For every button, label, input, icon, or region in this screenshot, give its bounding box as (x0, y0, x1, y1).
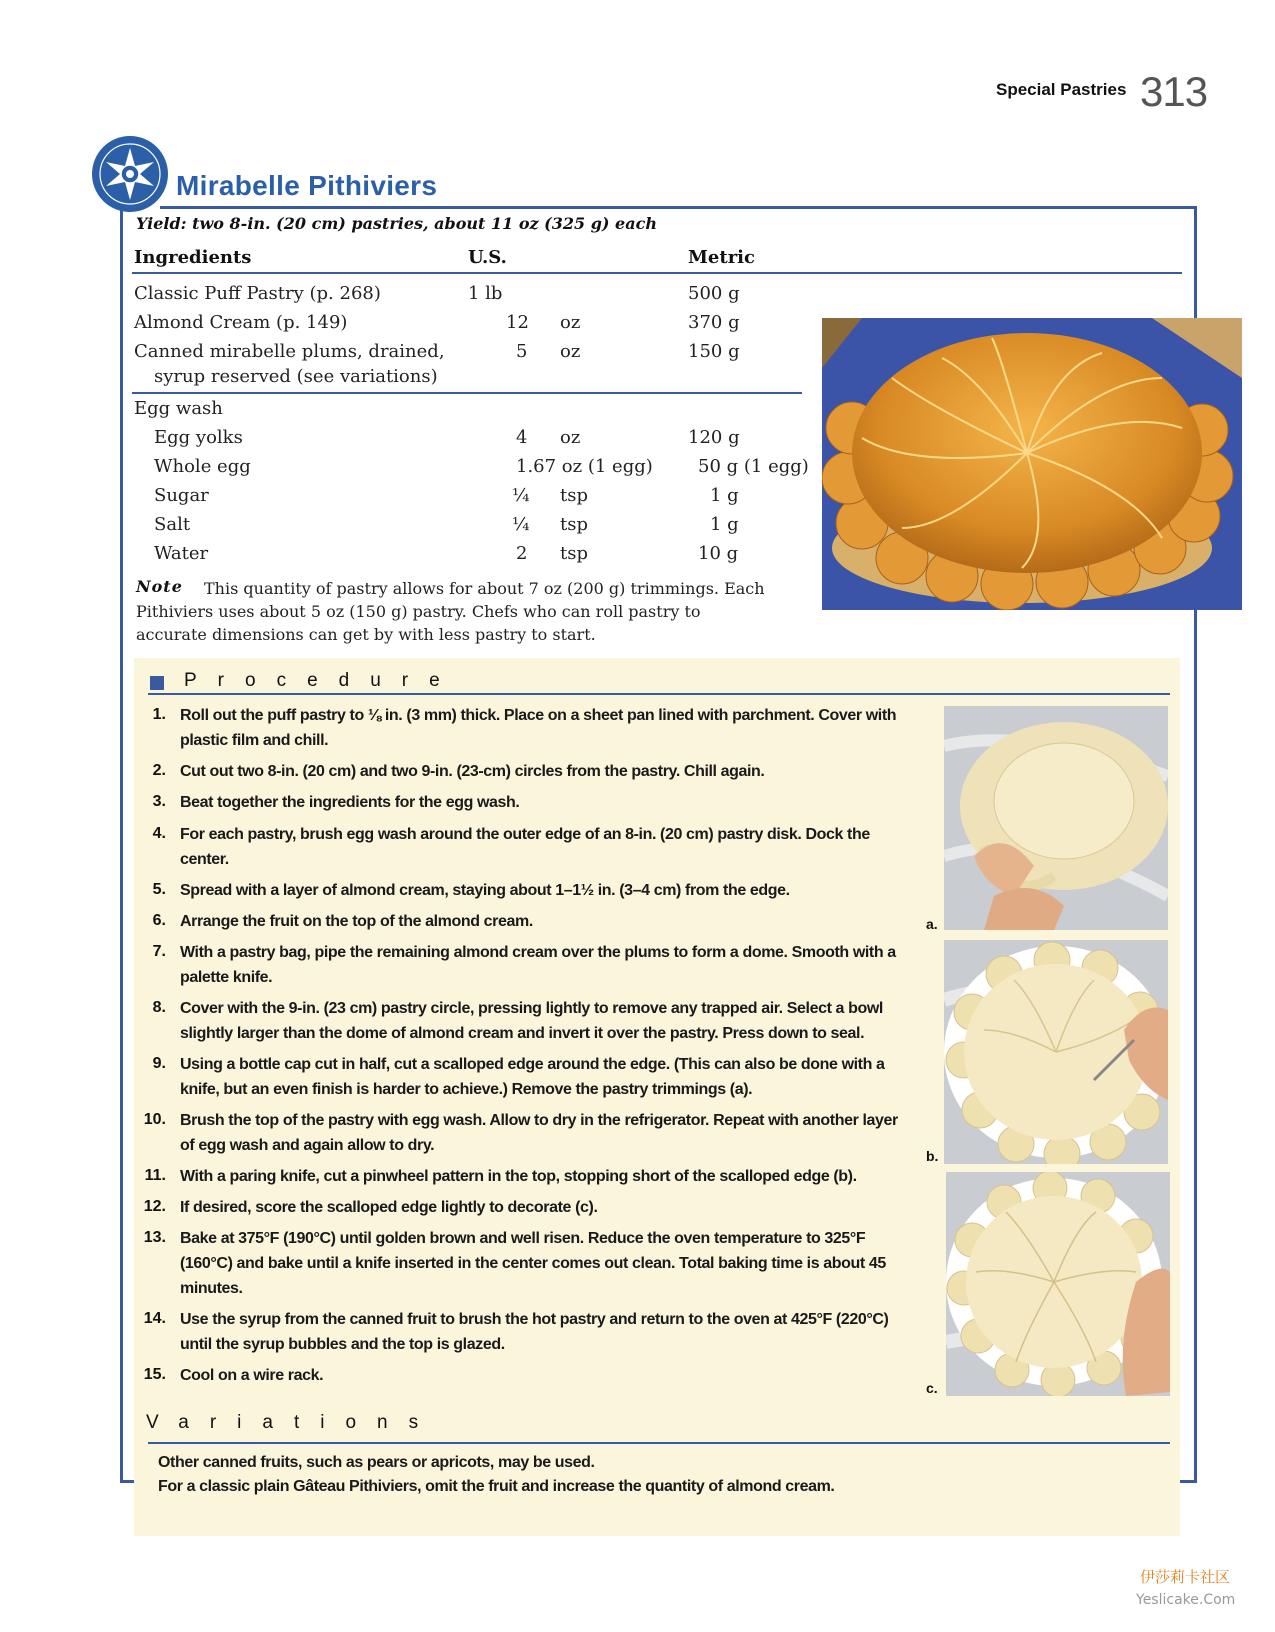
step-number: 5. (152, 881, 166, 898)
step-number: 14. (143, 1310, 166, 1327)
step-text: Use the syrup from the canned fruit to brush the hot pastry and return to the oven at 425°F (220°C) until the syrup bubbles and the top is glazed. (180, 1311, 889, 1353)
ingredient-name-continued: syrup reserved (see variations) (154, 366, 438, 387)
photo-label-b: b. (926, 1148, 939, 1164)
step-number: 10. (143, 1111, 166, 1128)
step-text: Bake at 375°F (190°C) until golden brown and well risen. Reduce the oven temperature to 325°F (160°C) and bake until a knife inserted in the center comes out clean. Total baking time is about 45 minutes. (180, 1230, 886, 1297)
ingredient-name: Classic Puff Pastry (p. 268) (134, 283, 381, 304)
variations-rule (148, 1442, 1170, 1444)
ingredient-metric: 120 g (688, 427, 740, 448)
page-number: 313 (1140, 68, 1208, 115)
photo-label-c: c. (926, 1380, 938, 1396)
ingredient-us-qty: 1.67 oz (1 egg) (516, 456, 653, 477)
step-number: 15. (143, 1366, 166, 1383)
step-number: 4. (152, 825, 166, 842)
ingredient-us-unit: tsp (560, 514, 588, 535)
variations-title: Variations (146, 1412, 440, 1433)
step-text: If desired, score the scalloped edge lightly to decorate (c). (180, 1199, 598, 1216)
ingredient-us-qty: 2 (516, 543, 528, 564)
step-photo-b (944, 940, 1168, 1164)
ingredient-us-qty: ¼ (512, 514, 530, 535)
step-text: With a pastry bag, pipe the remaining almond cream over the plums to form a dome. Smooth with a palette knife. (180, 944, 896, 986)
ingredient-us-qty: 1 lb (468, 283, 503, 304)
ingredient-metric: 150 g (688, 341, 740, 362)
step-number: 9. (152, 1055, 166, 1072)
step-text: For each pastry, brush egg wash around the outer edge of an 8-in. (20 cm) pastry disk. Dock the center. (180, 826, 870, 868)
step-text: Arrange the fruit on the top of the almond cream. (180, 913, 533, 930)
ingredient-metric: 1 g (710, 485, 739, 506)
photo-label-a: a. (926, 916, 938, 932)
step-text: Brush the top of the pastry with egg wash. Allow to dry in the refrigerator. Repeat with another layer of egg wash and again allow to dry. (180, 1112, 898, 1154)
step-number: 3. (152, 793, 166, 810)
ingredient-name: Sugar (154, 485, 209, 506)
egg-wash-label: Egg wash (134, 398, 223, 419)
recipe-title: Mirabelle Pithiviers (176, 170, 438, 201)
metric-header: Metric (688, 247, 755, 268)
step-number: 8. (152, 999, 166, 1016)
ingredient-name: Salt (154, 514, 191, 535)
step-number: 6. (152, 912, 166, 929)
ingredient-metric: 500 g (688, 283, 740, 304)
step-text: Cut out two 8-in. (20 cm) and two 9-in. (23-cm) circles from the pastry. Chill again. (180, 763, 765, 780)
frame-left-rule (120, 210, 123, 1483)
watermark-text: 伊莎莉卡社区 (1140, 1568, 1231, 1586)
us-header: U.S. (468, 247, 507, 268)
variation-item: Other canned fruits, such as pears or apricots, may be used. (158, 1454, 595, 1471)
ingredient-us-unit: oz (560, 427, 581, 448)
ingredients-header-rule (132, 272, 1182, 274)
ingredient-name: Almond Cream (p. 149) (134, 312, 348, 333)
ingredient-metric: 370 g (688, 312, 740, 333)
step-text: With a paring knife, cut a pinwheel pattern in the top, stopping short of the scalloped edge (b). (180, 1168, 857, 1185)
step-text: Cover with the 9-in. (23 cm) pastry circle, pressing lightly to remove any trapped air. Select a bowl slightly larger than the dome of almond cream and invert it over the pastry. Press down to seal. (180, 1000, 883, 1042)
ingredient-name: Canned mirabelle plums, drained, (134, 341, 445, 362)
step-text: Using a bottle cap cut in half, cut a scalloped edge around the edge. (This can also be done with a knife, but an even finish is harder to achieve.) Remove the pastry trimmings (a). (180, 1056, 885, 1098)
step-number: 1. (152, 706, 166, 723)
egg-wash-divider (132, 392, 802, 394)
ingredient-us-unit: oz (560, 341, 581, 362)
ingredient-name: Water (154, 543, 209, 564)
school-logo-icon (92, 136, 168, 212)
ingredient-us-qty: 12 (506, 312, 529, 333)
step-photo-c (946, 1172, 1170, 1396)
step-text: Beat together the ingredients for the egg wash. (180, 794, 520, 811)
ingredient-name: Whole egg (154, 456, 251, 477)
ingredient-us-qty: ¼ (512, 485, 530, 506)
ingredient-name: Egg yolks (154, 427, 243, 448)
step-number: 2. (152, 762, 166, 779)
finished-pithiviers-photo (822, 318, 1242, 610)
step-number: 11. (144, 1167, 166, 1184)
section-name: Special Pastries (996, 80, 1127, 99)
procedure-title: Procedure (184, 670, 461, 691)
watermark-url: Yeslicake.Com (1136, 1592, 1236, 1608)
step-number: 13. (143, 1229, 166, 1246)
note-label: Note (136, 577, 183, 596)
ingredient-metric: 50 g (1 egg) (698, 456, 809, 477)
step-photo-a (944, 706, 1168, 930)
step-text: Cool on a wire rack. (180, 1367, 324, 1384)
variation-item: For a classic plain Gâteau Pithiviers, omit the fruit and increase the quantity of almond cream. (158, 1478, 835, 1495)
ingredient-us-qty: 5 (516, 341, 528, 362)
procedure-rule (148, 693, 1170, 695)
frame-top-rule (160, 206, 1197, 209)
ingredient-us-qty: 4 (516, 427, 528, 448)
step-number: 12. (143, 1198, 166, 1215)
ingredient-us-unit: oz (560, 312, 581, 333)
step-text: Roll out the puff pastry to ⅛ in. (3 mm) thick. Place on a sheet pan lined with parchment. Cover with plastic film and chill. (180, 707, 897, 749)
ingredient-metric: 10 g (698, 543, 739, 564)
step-text: Spread with a layer of almond cream, staying about 1–1½ in. (3–4 cm) from the edge. (180, 882, 790, 899)
recipe-yield: Yield: two 8-in. (20 cm) pastries, about 11 oz (325 g) each (136, 214, 657, 233)
ingredient-us-unit: tsp (560, 543, 588, 564)
ingredient-metric: 1 g (710, 514, 739, 535)
ingredients-header: Ingredients (134, 247, 252, 268)
step-number: 7. (152, 943, 166, 960)
recipe-note: This quantity of pastry allows for about 7 oz (200 g) trimmings. Each Pithiviers uses about 5 oz (150 g) pastry. Chefs who can roll pastry to accurate dimensions can get by with less pastry to start. (136, 579, 765, 644)
ingredient-us-unit: tsp (560, 485, 588, 506)
procedure-marker (150, 676, 164, 690)
